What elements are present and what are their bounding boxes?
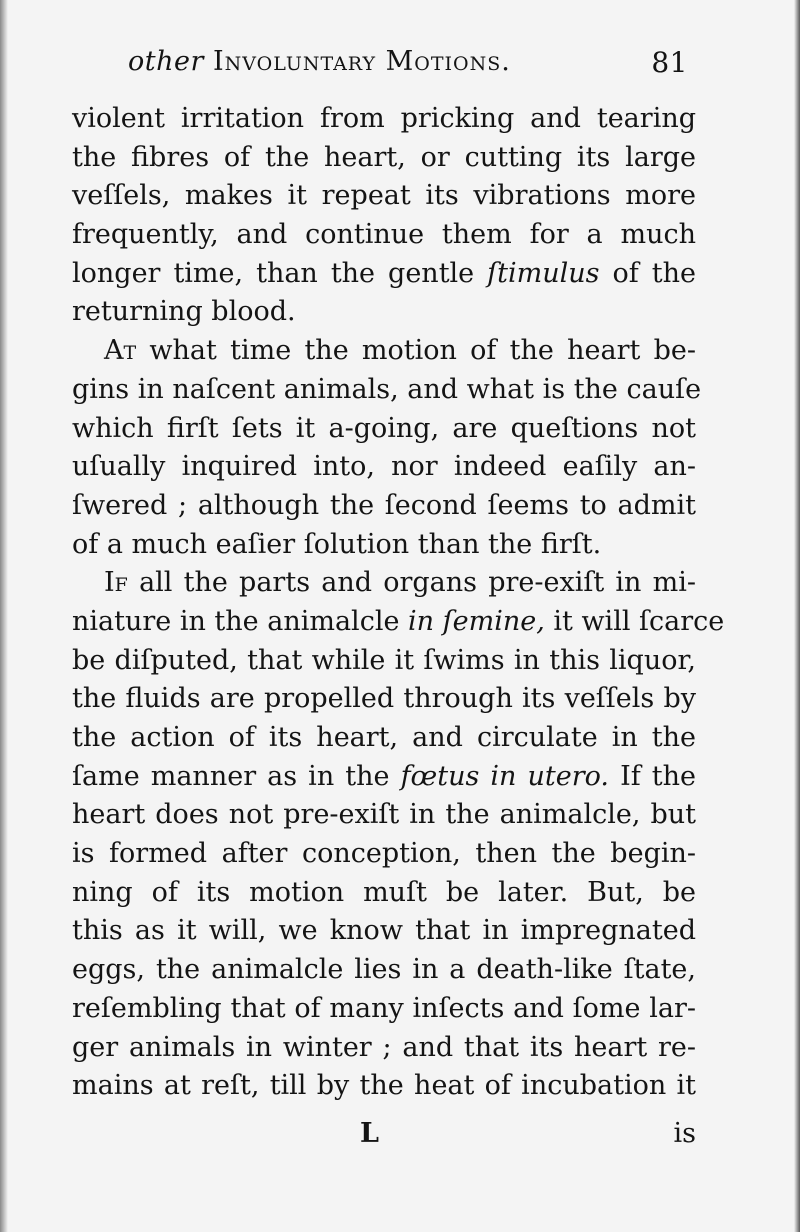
italic-term: fœtus in utero. <box>400 760 609 792</box>
line-text: frequently, and continue them for a much <box>72 219 696 251</box>
line-text: of the <box>599 257 696 289</box>
line-text: be diſputed, that while it ſwims in this liquor, <box>72 644 696 676</box>
italic-term: ſtimulus <box>487 257 600 289</box>
line-text: the fluids are propelled through its veſſels by <box>72 683 696 715</box>
signature-mark: L <box>360 1118 379 1149</box>
text-line <box>72 680 696 719</box>
line-text: violent irritation from pricking and tearing <box>72 103 696 134</box>
paragraph-initial-word: If <box>104 567 128 599</box>
text-line <box>72 758 696 797</box>
line-text: gins in naſcent animals, and what is the cauſe <box>72 373 702 405</box>
text-line <box>72 835 696 874</box>
line-text: returning blood. <box>72 296 296 328</box>
text-line <box>72 255 696 294</box>
line-text: reſembling that of many inſects and ſome lar- <box>72 992 696 1024</box>
page-edge-shadow-right <box>794 0 800 1232</box>
text-line <box>72 448 696 487</box>
text-line <box>72 1067 696 1106</box>
line-text: this as it will, we know that in impregnated <box>72 915 696 947</box>
text-line <box>72 874 696 913</box>
line-text: veſſels, makes it repeat its vibrations more <box>72 180 696 212</box>
catchword: is <box>673 1118 696 1149</box>
line-text: ger animals in winter ; and that its heart re- <box>72 1031 696 1063</box>
line-text: is formed after conception, then the begin- <box>72 838 696 870</box>
running-head <box>128 46 511 77</box>
line-text: niature in the animalcle <box>72 605 409 637</box>
text-line <box>72 1029 696 1068</box>
text-line <box>72 177 696 216</box>
body-text <box>72 100 725 1106</box>
line-text: ſwered ; although the ſecond ſeems to admit <box>72 489 696 521</box>
text-line <box>72 487 696 526</box>
text-line <box>72 912 696 951</box>
paragraph-start-line <box>72 564 696 603</box>
line-text: all the parts and organs pre-exiſt in mi- <box>127 567 696 599</box>
line-text: the fibres of the heart, or cutting its large <box>72 141 696 173</box>
text-line <box>72 642 696 681</box>
line-text: uſually inquired into, nor indeed eaſily an- <box>72 451 696 483</box>
page-footer <box>72 1118 696 1158</box>
running-head-title: Involuntary Motions. <box>212 46 511 77</box>
line-text: mains at reſt, till by the heat of incubation it <box>72 1070 696 1102</box>
text-line <box>72 100 696 139</box>
line-text: of a much eaſier ſolution than the firſt. <box>72 528 602 560</box>
line-text: longer time, than the gentle <box>72 257 488 289</box>
line-text: it will ſcarce <box>544 605 725 637</box>
line-text: ning of its motion muſt be later. But, be <box>72 876 696 908</box>
text-line <box>72 216 696 255</box>
text-line <box>72 796 696 835</box>
line-text: If the <box>609 760 697 792</box>
text-line <box>72 139 696 178</box>
text-line <box>72 719 696 758</box>
line-text: which firſt ſets it a-going, are queſtions not <box>72 412 696 444</box>
page-edge-shadow-left <box>0 0 8 1232</box>
line-text: eggs, the animalcle lies in a death-like ſtate, <box>72 954 696 986</box>
italic-term: in ſemine, <box>408 605 545 637</box>
line-text: the action of its heart, and circulate in the <box>72 722 696 753</box>
line-text: ſame manner as in the <box>72 760 401 792</box>
text-line <box>72 293 696 332</box>
paragraph-start-line <box>72 332 696 371</box>
paragraph-initial-word: At <box>104 335 137 367</box>
text-line <box>72 371 702 410</box>
text-line <box>72 603 725 642</box>
text-line <box>72 526 696 565</box>
line-text: what time the motion of the heart be- <box>136 335 696 367</box>
line-text: heart does not pre-exiſt in the animalcle, but <box>72 799 696 831</box>
page-header <box>128 46 694 86</box>
text-line <box>72 410 696 449</box>
text-line <box>72 951 696 990</box>
text-line <box>72 990 696 1029</box>
page-number: 81 <box>651 46 688 79</box>
running-head-lead: other <box>128 46 204 77</box>
